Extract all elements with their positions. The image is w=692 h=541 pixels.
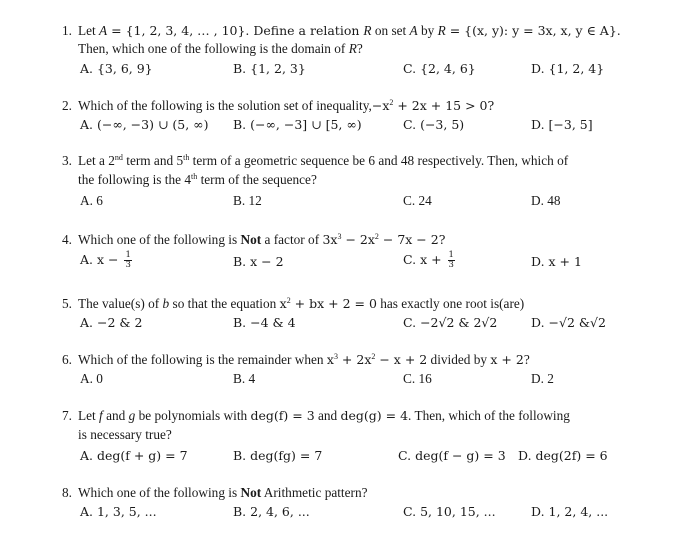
option-a[interactable]: A. deg(f + g) = 7 — [80, 448, 188, 463]
option-d[interactable]: D. deg(2f) = 6 — [518, 448, 608, 463]
option-a[interactable]: A. 6 — [80, 193, 103, 208]
question-number: 2. — [62, 98, 72, 113]
option-a[interactable]: A. x − $\frac{1}{3}$ — [80, 250, 131, 270]
option-a[interactable]: A. (−∞, −3) ∪ (5, ∞) — [80, 117, 209, 132]
option-c[interactable]: C. 16 — [403, 371, 432, 386]
option-b[interactable]: B. 12 — [233, 193, 262, 208]
option-b[interactable]: B. −4 & 4 — [233, 315, 296, 330]
question-text-line-1: Let f and g be polynomials with deg(f) = 3 and deg(g) = 4. Then, which of the following — [78, 408, 570, 423]
fraction-one-third: $\frac{1}{3}$ — [125, 250, 131, 270]
question-text: Which of the following is the remainder when $x^3 + 2x^2 - x + 2$ divided by x + 2? — [78, 352, 530, 367]
question-number: 5. — [62, 296, 72, 311]
option-c[interactable]: C. 5, 10, 15, ... — [403, 504, 496, 519]
question-number: 3. — [62, 153, 72, 168]
option-c[interactable]: C. (−3, 5) — [403, 117, 465, 132]
fraction-one-third: $\frac{1}{3}$ — [448, 250, 454, 270]
option-b[interactable]: B. (−∞, −3] ∪ [5, ∞) — [233, 117, 362, 132]
option-d[interactable]: D. x + 1 — [531, 254, 582, 269]
option-c[interactable]: C. −2√2 & 2√2 — [403, 315, 498, 330]
option-b[interactable]: B. {1, 2, 3} — [233, 61, 306, 76]
option-b[interactable]: B. 2, 4, 6, ... — [233, 504, 310, 519]
option-a[interactable]: A. 1, 3, 5, ... — [80, 504, 157, 519]
option-d[interactable]: D. 2 — [531, 371, 554, 386]
question-text: Which one of the following is Not a factor of $3x^3 - 2x^2 - 7x - 2$? — [78, 232, 446, 247]
question-number: 1. — [62, 23, 72, 38]
option-d[interactable]: D. [−3, 5] — [531, 117, 593, 132]
option-d[interactable]: D. −√2 &√2 — [531, 315, 606, 330]
question-text-line-1: Let a 2nd term and 5th term of a geometric sequence be 6 and 48 respectively. Then, which of — [78, 153, 569, 168]
question-text: Which of the following is the solution set of $inequality,-x^2 + 2x + 15 > 0$? — [78, 98, 495, 113]
option-d[interactable]: D. {1, 2, 4} — [531, 61, 605, 76]
question-text: The value(s) of b so that the equation $x^2$ + bx + 2 = 0 has exactly one root is(are) — [78, 296, 525, 311]
option-c[interactable]: C. 24 — [403, 193, 432, 208]
option-b[interactable]: B. 4 — [233, 371, 256, 386]
option-a[interactable]: A. {3, 6, 9} — [80, 61, 153, 76]
option-d[interactable]: D. 48 — [531, 193, 561, 208]
question-text-line-1: Let A = {1, 2, 3, 4, … , 10}. Define a relation R on set A by R = {(x, y): y = 3x, x, y ∈ A}. — [78, 23, 621, 38]
option-c[interactable]: C. {2, 4, 6} — [403, 61, 476, 76]
option-d[interactable]: D. 1, 2, 4, ... — [531, 504, 609, 519]
question-number: 8. — [62, 485, 72, 500]
option-c[interactable]: C. deg(f − g) = 3 — [398, 448, 506, 463]
option-a[interactable]: A. 0 — [80, 371, 103, 386]
option-b[interactable]: B. deg(fg) = 7 — [233, 448, 323, 463]
option-c[interactable]: C. x + $\frac{1}{3}$ — [403, 250, 454, 270]
question-number: 6. — [62, 352, 72, 367]
question-text: Which one of the following is Not Arithmetic pattern? — [78, 485, 368, 500]
question-number: 7. — [62, 408, 72, 423]
question-text-line-2: the following is the 4th term of the sequence? — [78, 172, 317, 187]
question-text-line-2: is necessary true? — [78, 427, 172, 442]
option-b[interactable]: B. x − 2 — [233, 254, 284, 269]
option-a[interactable]: A. −2 & 2 — [80, 315, 143, 330]
question-text-line-2: Then, which one of the following is the domain of R? — [78, 41, 363, 56]
question-number: 4. — [62, 232, 72, 247]
